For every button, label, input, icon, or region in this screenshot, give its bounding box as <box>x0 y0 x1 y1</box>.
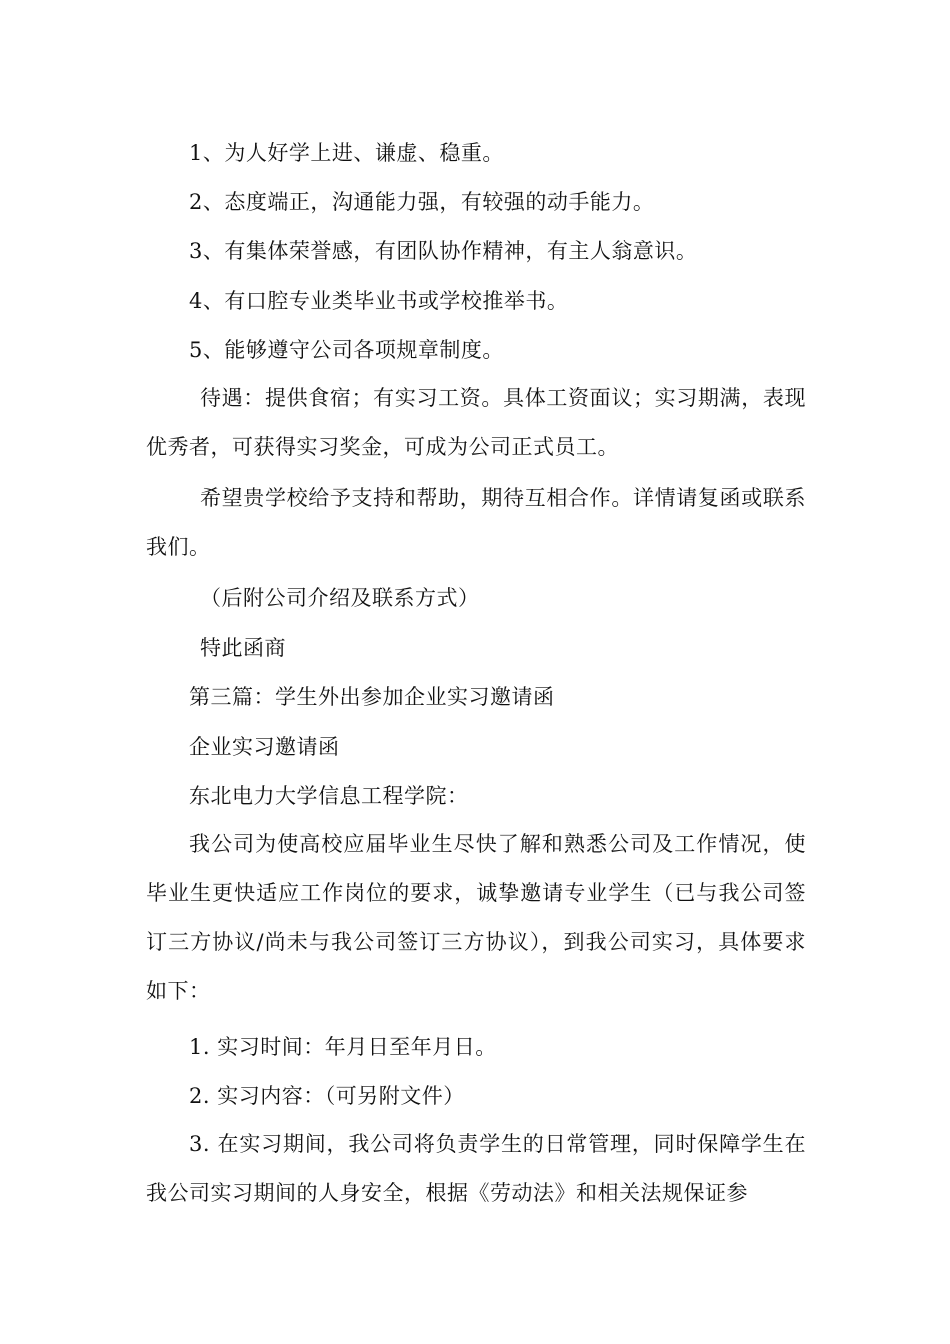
item-3: 3. 在实习期间，我公司将负责学生的日常管理，同时保障学生在我公司实习期间的人身安全，根据《劳动法》和相关法规保证参 <box>146 1132 806 1205</box>
body-paragraph: 我公司为使高校应届毕业生尽快了解和熟悉公司及工作情况，使毕业生更快适应工作岗位的要求，诚挚邀请专业学生（已与我公司签订三方协议/尚未与我公司签订三方协议），到我公司实习，具体要求如下： <box>146 832 806 1003</box>
requirement-2: 2、态度端正，沟通能力强，有较强的动手能力。 <box>189 190 655 214</box>
hope-paragraph: 希望贵学校给予支持和帮助，期待互相合作。详情请复函或联系我们。 <box>146 486 806 559</box>
attachment-note: （后附公司介绍及联系方式） <box>200 586 480 610</box>
letter-title: 企业实习邀请函 <box>189 735 340 759</box>
addressee: 东北电力大学信息工程学院： <box>189 784 469 808</box>
closing-line: 特此函商 <box>200 636 286 660</box>
item-1: 1. 实习时间：年月日至年月日。 <box>189 1035 497 1059</box>
requirement-3: 3、有集体荣誉感，有团队协作精神，有主人翁意识。 <box>189 239 698 263</box>
item-2: 2. 实习内容：（可另附文件） <box>189 1084 465 1108</box>
requirement-1: 1、为人好学上进、谦虚、稳重。 <box>189 141 504 165</box>
requirement-4: 4、有口腔专业类毕业书或学校推举书。 <box>189 289 569 313</box>
section-title: 第三篇：学生外出参加企业实习邀请函 <box>189 685 555 709</box>
requirement-5: 5、能够遵守公司各项规章制度。 <box>189 338 504 362</box>
benefits-paragraph: 待遇：提供食宿；有实习工资。具体工资面议；实习期满，表现优秀者，可获得实习奖金，可成为公司正式员工。 <box>146 386 806 459</box>
